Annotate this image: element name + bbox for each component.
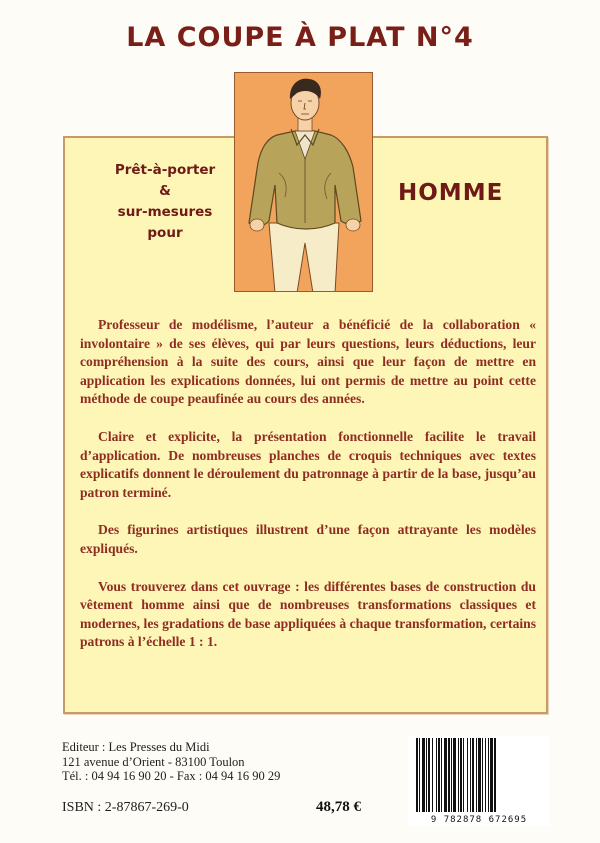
barcode-number: 9 782878 672695 [430,815,528,825]
tagline-line: Prêt-à-porter [114,162,216,178]
barcode [408,736,550,826]
book-title: LA COUPE À PLAT N°4 [126,22,474,53]
isbn: ISBN : 2-87867-269-0 [62,800,189,815]
tagline-line: pour [147,225,183,241]
description-paragraph: Professeur de modélisme, l’auteur a bénéficié de la collaboration « involontaire » de ses élèves, qui par leurs questions, leurs déductions, leur compréhension à la suite des cours, ainsi que leur façon de mettre en application les explications données, lui ont permis de mettre au point cette méthode de coupe peaufinée au cours des années. [80,317,536,407]
fashion-illustration [234,72,373,292]
tagline-line: & [159,183,171,199]
homme-heading: HOMME [398,180,504,206]
tagline [100,160,230,244]
description-paragraph: Vous trouverez dans cet ouvrage : les différentes bases de construction du vêtement homme ainsi que de nombreuses transformations classiques et modernes, les gradations de base appliquées à chaque transformation, certains patrons à l’échelle 1 : 1. [80,578,536,650]
publisher-name: Editeur : Les Presses du Midi [62,740,210,754]
price: 48,78 € [316,799,361,815]
man-in-jacket-sketch-icon [235,73,373,292]
description-text [80,316,536,671]
publisher-address: 121 avenue d’Orient - 83100 Toulon [62,754,245,769]
description-paragraph: Claire et explicite, la présentation fonctionnelle facilite le travail d’application. De nombreuses planches de croquis techniques avec textes explicatifs donnent le déroulement du patronnage à partir de la base, jusqu’au patron terminé. [80,428,536,500]
publisher-phone: Tél. : 04 94 16 90 20 - Fax : 04 94 16 90 29 [62,769,281,783]
description-paragraph: Des figurines artistiques illustrent d’une façon attrayante les modèles expliqués. [80,522,536,556]
publisher-info [62,740,280,784]
tagline-line: sur-mesures [117,204,213,220]
barcode-icon [408,738,550,814]
